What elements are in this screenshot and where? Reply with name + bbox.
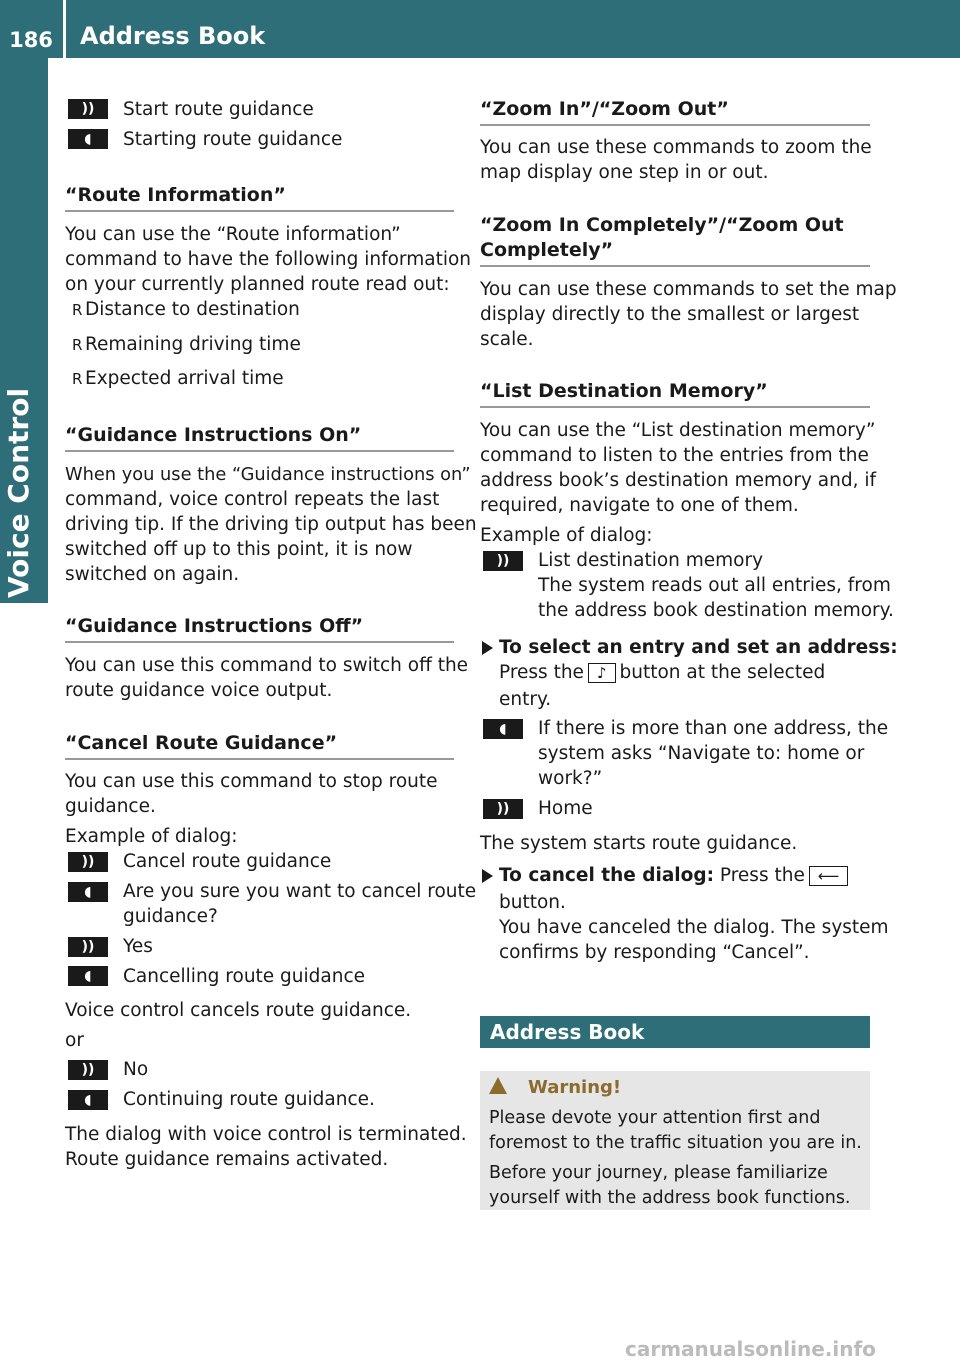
heading-route-information: “Route Information” [65,184,286,206]
dialog-response-text: The system reads out all entries, from [538,575,891,596]
paragraph-line: Route guidance remains activated. [65,1149,389,1170]
step-bold-text: To cancel the dialog: [499,865,714,886]
section-title: Address Book [490,1020,645,1044]
dialog-speak-text: Yes [123,936,153,957]
heading-rule [65,758,454,760]
heading-rule [480,265,870,267]
talk-button-icon: ♪ [588,663,616,683]
paragraph-line: You can use the “Route information” [65,224,401,245]
step-bold-text: To select an entry and set an address: [499,637,898,658]
warning-text: foremost to the traffic situation you are in. [489,1133,862,1153]
system-icon: ◖ [68,882,108,902]
paragraph-line: address book’s destination memory and, if [480,470,876,491]
heading-rule [65,450,454,452]
heading-zoom-completely-cont: Completely” [480,239,614,261]
header-divider [63,0,66,58]
bullet-item: Expected arrival time [85,368,284,389]
paragraph-line: command to have the following information [65,249,472,270]
step-line [499,660,825,685]
step-arrow-icon [482,641,493,655]
paragraph-line: or [65,1030,84,1051]
header-title: Address Book [80,22,266,50]
bullet-item: Distance to destination [85,299,300,320]
page-header [0,0,960,58]
heading-rule [65,641,454,643]
dialog-system-text: Are you sure you want to cancel route [123,881,477,902]
step-text: confirms by responding “Cancel”. [499,942,810,963]
step-text: Press the [719,865,805,886]
paragraph-line: You can use these commands to set the map [480,279,897,300]
heading-guidance-off: “Guidance Instructions Off” [65,615,364,637]
speak-icon: )) [68,852,108,872]
paragraph-line: switched off up to this point, it is now [65,539,413,560]
paragraph-line: switched on again. [65,564,240,585]
paragraph-line: scale. [480,329,534,350]
watermark: carmanualsonline.info [625,1337,876,1361]
speak-icon: )) [483,551,523,571]
paragraph-line: required, navigate to one of them. [480,495,799,516]
paragraph-line: The system starts route guidance. [480,833,798,854]
paragraph-line: command to listen to the entries from the [480,445,869,466]
example-label: Example of dialog: [480,525,653,546]
system-icon: ◖ [68,129,108,149]
heading-zoom-completely: “Zoom In Completely”/“Zoom Out [480,214,844,236]
step-arrow-icon [482,869,493,883]
system-icon: ◖ [483,719,523,739]
paragraph-line: You can use this command to stop route [65,771,438,792]
warning-icon [489,1077,507,1094]
step-text: button at the selected [619,662,826,683]
system-icon: ◖ [68,1090,108,1110]
paragraph-line: map display one step in or out. [480,162,769,183]
step-line [499,863,852,888]
dialog-system-text: guidance? [123,906,218,927]
page-number: 186 [9,28,53,52]
dialog-system-text: Cancelling route guidance [123,966,366,987]
paragraph-line: When you use the “Guidance instructions on” [65,464,471,485]
heading-list-destination: “List Destination Memory” [480,380,768,402]
speak-icon: )) [68,937,108,957]
paragraph-line: You can use this command to switch off the [65,655,469,676]
side-tab [0,58,48,603]
speak-icon: )) [68,1060,108,1080]
dialog-speak-text: Home [538,798,593,819]
paragraph-line: Voice control cancels route guidance. [65,1000,412,1021]
warning-text: Before your journey, please familiarize [489,1163,828,1183]
step-text: entry. [499,689,552,710]
dialog-system-text: Continuing route guidance. [123,1089,375,1110]
speak-icon: )) [68,99,108,119]
paragraph-line: on your currently planned route read out: [65,274,450,295]
speak-icon: )) [483,799,523,819]
dialog-system-text: system asks “Navigate to: home or [538,743,865,764]
paragraph-line: command, voice control repeats the last [65,489,440,510]
bullet-mark: R [72,301,83,319]
paragraph-line: display directly to the smallest or largest [480,304,860,325]
paragraph-line: route guidance voice output. [65,680,333,701]
warning-text: yourself with the address book functions. [489,1188,851,1208]
heading-zoom: “Zoom In”/“Zoom Out” [480,98,729,120]
dialog-speak-text: Cancel route guidance [123,851,332,872]
dialog-speak-text: List destination memory [538,550,764,571]
paragraph-line: driving tip. If the driving tip output has been [65,514,477,535]
warning-text: Please devote your attention first and [489,1108,821,1128]
heading-guidance-on: “Guidance Instructions On” [65,424,362,446]
bullet-mark: R [72,336,83,354]
paragraph-line: The dialog with voice control is terminated. [65,1124,467,1145]
heading-cancel-route: “Cancel Route Guidance” [65,732,338,754]
heading-rule [65,210,454,212]
dialog-speak-text: Start route guidance [123,99,314,120]
system-icon: ◖ [68,966,108,986]
paragraph-line: You can use the “List destination memory” [480,420,876,441]
example-label: Example of dialog: [65,826,238,847]
warning-title: Warning! [528,1077,622,1098]
step-text: You have canceled the dialog. The system [499,917,889,938]
back-button-icon: ⟵ [809,866,849,886]
dialog-speak-text: No [123,1059,149,1080]
paragraph-line: guidance. [65,796,156,817]
heading-rule [480,124,870,126]
paragraph-line: You can use these commands to zoom the [480,137,872,158]
heading-rule [480,406,870,408]
dialog-response-text: the address book destination memory. [538,600,894,621]
bullet-item: Remaining driving time [85,334,301,355]
dialog-system-text: work?” [538,768,603,789]
dialog-system-text: Starting route guidance [123,129,343,150]
step-text: button. [499,892,566,913]
side-tab-label: Voice Control [2,387,35,598]
dialog-system-text: If there is more than one address, the [538,718,889,739]
step-text: Press the [499,662,584,683]
bullet-mark: R [72,370,83,388]
